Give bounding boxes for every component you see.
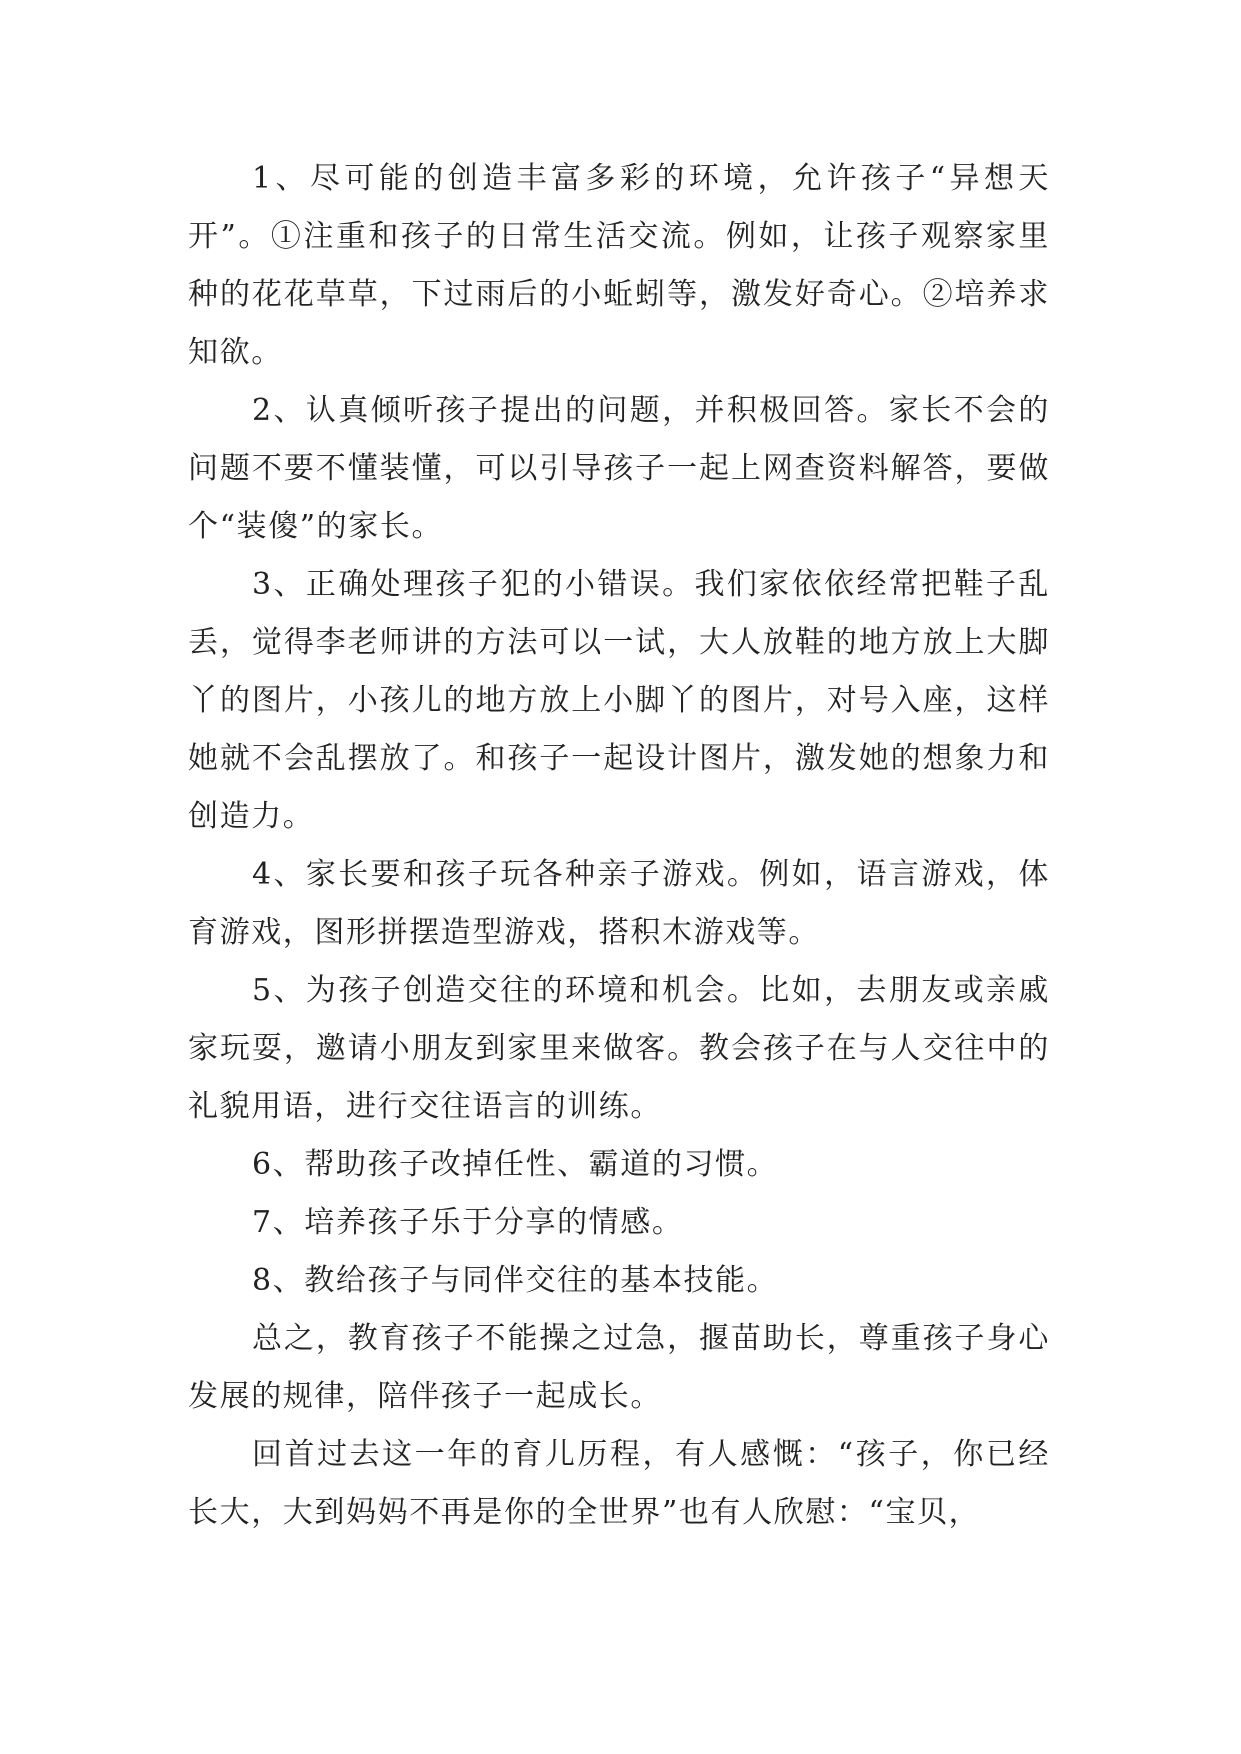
paragraph-1: 1、尽可能的创造丰富多彩的环境，允许孩子“异想天开”。①注重和孩子的日常生活交流。例如，让孩子观察家里种的花花草草，下过雨后的小蚯蚓等，激发好奇心。②培养求知欲。 (188, 161, 1050, 370)
paragraph-8: 8、教给孩子与同伴交往的基本技能。 (252, 1263, 779, 1298)
paragraph-7: 7、培养孩子乐于分享的情感。 (252, 1205, 684, 1240)
paragraph-reflection: 回首过去这一年的育儿历程，有人感慨：“孩子，你已经长大，大到妈妈不再是你的全世界”也有人欣慰：“宝贝， (188, 1437, 1050, 1530)
paragraph-2: 2、认真倾听孩子提出的问题，并积极回答。家长不会的问题不要不懂装懂，可以引导孩子一起上网查资料解答，要做个“装傻”的家长。 (188, 393, 1050, 544)
paragraph-3: 3、正确处理孩子犯的小错误。我们家依依经常把鞋子乱丢，觉得李老师讲的方法可以一试，大人放鞋的地方放上大脚丫的图片，小孩儿的地方放上小脚丫的图片，对号入座，这样她就不会乱摆放了。和孩子一起设计图片，激发她的想象力和创造力。 (188, 567, 1050, 834)
paragraph-6: 6、帮助孩子改掉任性、霸道的习惯。 (252, 1147, 779, 1182)
document-body (188, 150, 1050, 1542)
paragraph-summary: 总之，教育孩子不能操之过急，揠苗助长，尊重孩子身心发展的规律，陪伴孩子一起成长。 (188, 1321, 1050, 1414)
paragraph-4: 4、家长要和孩子玩各种亲子游戏。例如，语言游戏，体育游戏，图形拼摆造型游戏，搭积木游戏等。 (188, 857, 1050, 950)
paragraph-5: 5、为孩子创造交往的环境和机会。比如，去朋友或亲戚家玩耍，邀请小朋友到家里来做客。教会孩子在与人交往中的礼貌用语，进行交往语言的训练。 (188, 973, 1050, 1124)
